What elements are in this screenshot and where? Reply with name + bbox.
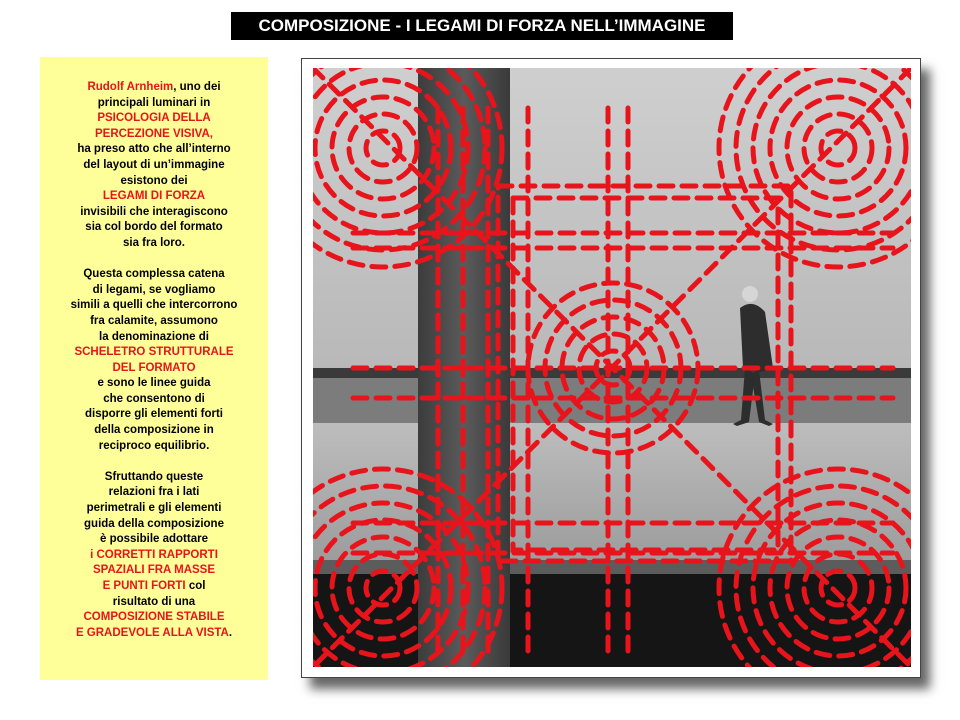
text-line: [40, 361, 268, 377]
text-line: [40, 423, 268, 439]
photo-frame: [301, 58, 921, 678]
body-text: Questa complessa catena: [83, 268, 225, 281]
body-text: invisibili che interagiscono: [80, 205, 228, 218]
body-text: perimetrali e gli elementi: [86, 502, 222, 515]
composition-photo: [313, 68, 911, 667]
text-line: [40, 127, 268, 143]
body-text: esistono dei: [120, 174, 188, 187]
body-text: che consentono di: [103, 392, 205, 405]
body-text: sia col bordo del formato: [85, 221, 223, 234]
body-text: sia fra loro.: [123, 236, 185, 249]
text-line: [40, 485, 268, 501]
highlighted-text: COMPOSIZIONE STABILE: [83, 611, 225, 624]
text-line: [40, 548, 268, 564]
body-text: guida della composizione: [84, 517, 224, 530]
body-text: di legami, se vogliamo: [92, 283, 216, 296]
highlighted-text: i CORRETTI RAPPORTI: [90, 548, 218, 561]
body-text: relazioni fra i lati: [108, 486, 200, 499]
body-text: la denominazione di: [99, 330, 209, 343]
text-line: [40, 174, 268, 190]
text-line: [40, 610, 268, 626]
highlighted-text: LEGAMI DI FORZA: [102, 190, 206, 203]
text-paragraph: [40, 267, 268, 454]
body-text: Sfruttando queste: [104, 470, 204, 483]
highlighted-text: SPAZIALI FRA MASSE: [92, 564, 216, 577]
highlighted-text: PSICOLOGIA DELLA: [97, 112, 211, 125]
text-line: [40, 111, 268, 127]
body-text: , uno dei: [173, 81, 221, 93]
text-line: [40, 189, 268, 205]
text-line: [40, 220, 268, 236]
text-line: [40, 392, 268, 408]
text-paragraph: [40, 470, 268, 642]
body-text: simili a quelli che intercorrono: [70, 299, 238, 312]
body-text: ha preso atto che all’interno: [77, 143, 231, 156]
text-line: [40, 439, 268, 455]
explanation-panel: [40, 57, 268, 680]
body-text: risultato di una: [112, 595, 196, 608]
text-line: [40, 80, 268, 96]
highlighted-text: PERCEZIONE VISIVA,: [94, 127, 213, 140]
text-line: [40, 283, 268, 299]
text-line: [40, 532, 268, 548]
body-text: del layout di un’immagine: [83, 158, 225, 171]
body-text: disporre gli elementi forti: [84, 408, 224, 421]
highlighted-text: DEL FORMATO: [112, 361, 196, 374]
text-line: [40, 314, 268, 330]
body-text: è possibile adottare: [99, 533, 208, 546]
body-text: .: [228, 626, 233, 639]
body-text: reciproco equilibrio.: [98, 439, 210, 452]
text-line: [40, 501, 268, 517]
highlighted-text: E GRADEVOLE ALLA VISTA: [75, 626, 229, 639]
text-line: [40, 626, 268, 642]
text-line: [40, 407, 268, 423]
text-line: [40, 345, 268, 361]
body-text: e sono le linee guida: [97, 377, 211, 390]
text-line: [40, 376, 268, 392]
text-line: [40, 298, 268, 314]
text-line: [40, 330, 268, 346]
highlighted-text: Rudolf Arnheim: [87, 81, 174, 93]
highlighted-text: E PUNTI FORTI: [102, 580, 186, 592]
text-line: [40, 595, 268, 611]
body-text: principali luminari in: [97, 96, 211, 109]
text-line: [40, 96, 268, 112]
text-line: [40, 470, 268, 486]
text-line: [40, 205, 268, 221]
body-text: della composizione in: [94, 424, 214, 437]
text-line: [40, 267, 268, 283]
text-line: [40, 236, 268, 252]
text-line: [40, 158, 268, 174]
body-text: col: [185, 580, 206, 592]
highlighted-text: SCHELETRO STRUTTURALE: [74, 346, 234, 359]
body-text: fra calamite, assumono: [90, 314, 218, 327]
text-line: [40, 579, 268, 595]
text-line: [40, 142, 268, 158]
text-line: [40, 517, 268, 533]
text-line: [40, 563, 268, 579]
page-title: COMPOSIZIONE - I LEGAMI DI FORZA NELL’IMMAGINE: [231, 12, 733, 40]
text-paragraph: [40, 80, 268, 252]
